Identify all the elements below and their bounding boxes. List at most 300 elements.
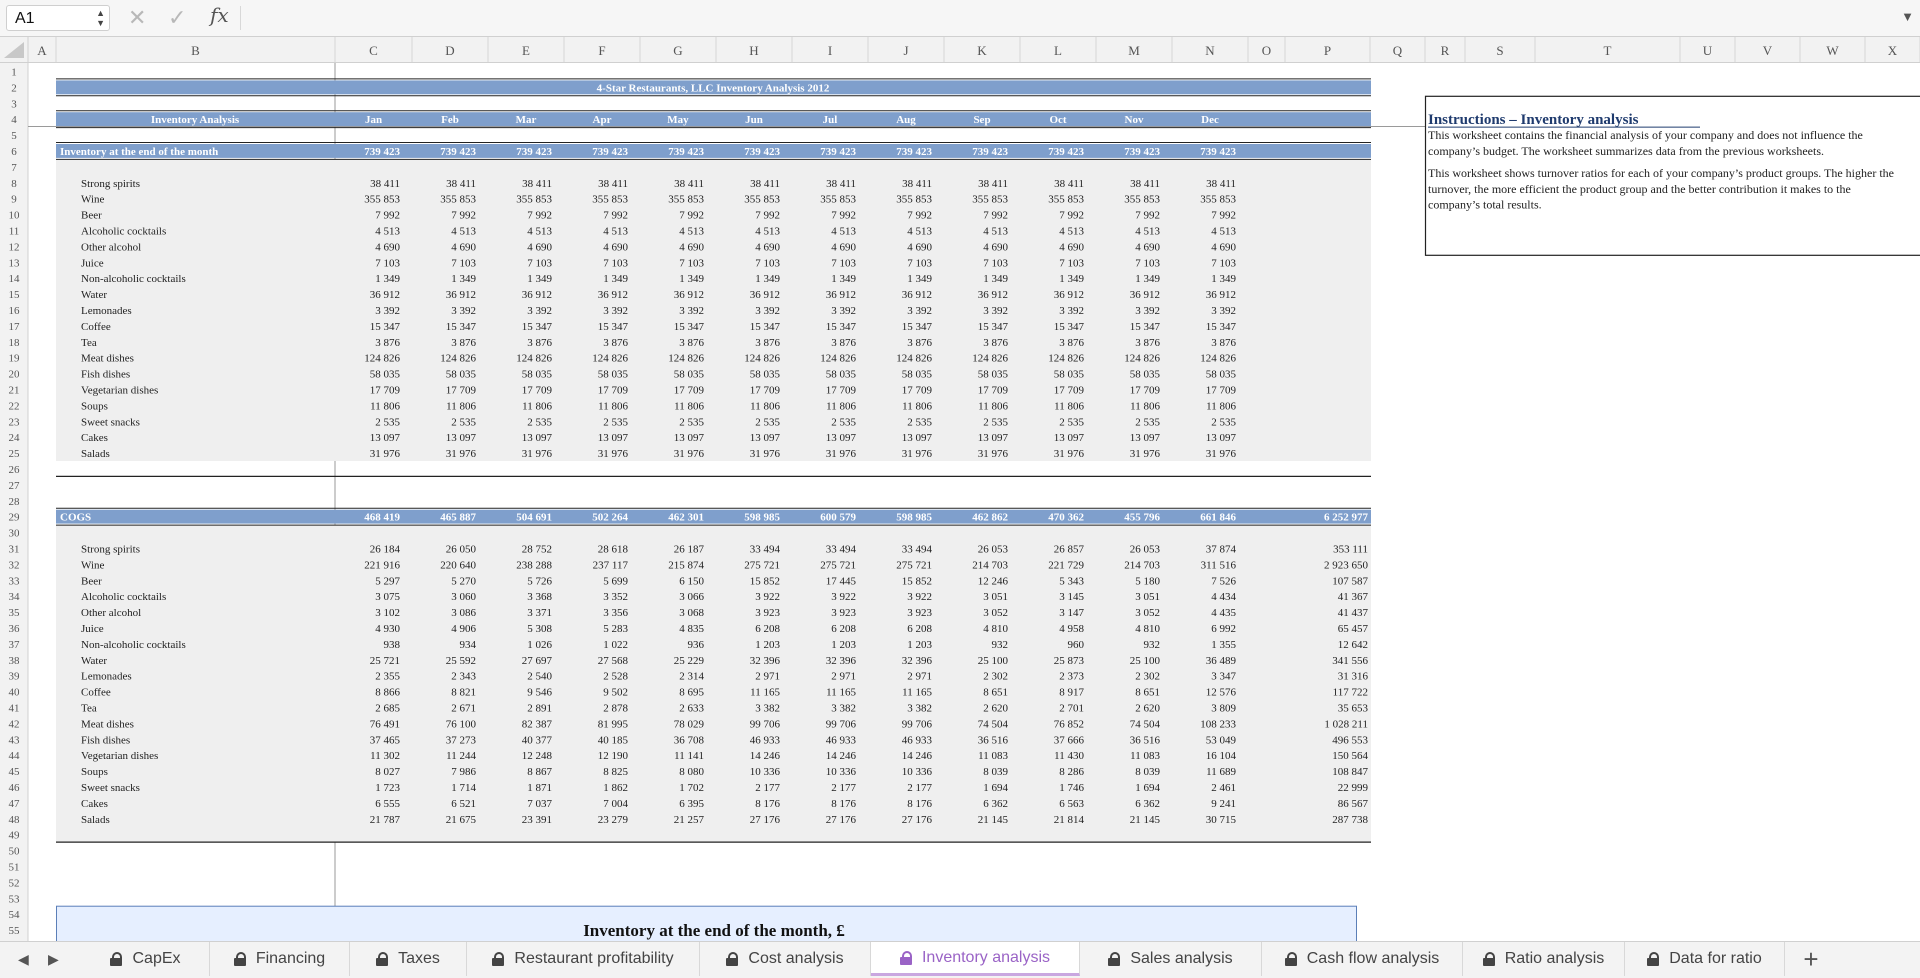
cogs-cell[interactable]: 5 283	[603, 623, 628, 635]
inventory-cell[interactable]: 4 690	[375, 241, 400, 253]
cogs-cell[interactable]: 6 521	[451, 798, 476, 810]
cogs-cell[interactable]: 15 852	[750, 575, 780, 587]
row-number[interactable]: 42	[9, 718, 20, 730]
inventory-cell[interactable]: 31 976	[1130, 448, 1161, 460]
cogs-cell[interactable]: 2 540	[527, 671, 552, 683]
inventory-cell[interactable]: 7 992	[527, 210, 552, 222]
inventory-cell[interactable]: 58 035	[1130, 369, 1161, 381]
inventory-cell[interactable]: 7 103	[831, 257, 856, 269]
cogs-cell[interactable]: 26 184	[370, 543, 401, 555]
inventory-cell[interactable]: 13 097	[598, 432, 629, 444]
row-number[interactable]: 21	[9, 384, 20, 396]
inventory-cell[interactable]: 355 853	[896, 194, 932, 206]
cogs-cell[interactable]: 2 177	[831, 782, 856, 794]
inventory-cell[interactable]: 15 347	[902, 321, 933, 333]
cogs-row-total[interactable]: 2 923 650	[1324, 559, 1369, 571]
inventory-cell[interactable]: 4 513	[1059, 225, 1084, 237]
cogs-cell[interactable]: 3 075	[375, 591, 400, 603]
inventory-cell[interactable]: 58 035	[446, 369, 477, 381]
inventory-cell[interactable]: 11 806	[446, 400, 476, 412]
cogs-cell[interactable]: 10 336	[750, 766, 781, 778]
inventory-cell[interactable]: 355 853	[1200, 194, 1236, 206]
inventory-cell[interactable]: 7 103	[451, 257, 476, 269]
cogs-cell[interactable]: 1 355	[1211, 639, 1236, 651]
inventory-cell[interactable]: 58 035	[750, 369, 781, 381]
row-number[interactable]: 44	[9, 750, 21, 762]
inventory-cell[interactable]: 124 826	[516, 353, 552, 365]
cogs-cell[interactable]: 2 302	[983, 671, 1008, 683]
cogs-cell[interactable]: 8 027	[375, 766, 400, 778]
cogs-cell[interactable]: 3 923	[755, 607, 780, 619]
cogs-cell[interactable]: 46 933	[902, 734, 933, 746]
inventory-cell[interactable]: 2 535	[451, 416, 476, 428]
inventory-cell[interactable]: 124 826	[364, 353, 400, 365]
inventory-cell[interactable]: 11 806	[1054, 400, 1084, 412]
inventory-cell[interactable]: 15 347	[750, 321, 781, 333]
inventory-cell[interactable]: 124 826	[440, 353, 476, 365]
cogs-cell[interactable]: 26 187	[674, 543, 705, 555]
cogs-cell[interactable]: 6 362	[1135, 798, 1160, 810]
row-number[interactable]: 27	[9, 480, 21, 492]
cogs-cell[interactable]: 3 368	[527, 591, 552, 603]
inventory-cell[interactable]: 13 097	[826, 432, 857, 444]
cogs-row-total[interactable]: 65 457	[1338, 623, 1369, 635]
inventory-cell[interactable]: 15 347	[1054, 321, 1085, 333]
cogs-cell[interactable]: 1 723	[375, 782, 400, 794]
inventory-cell[interactable]: 36 912	[1130, 289, 1160, 301]
inventory-cell[interactable]: 7 992	[603, 210, 628, 222]
cogs-cell[interactable]: 4 958	[1059, 623, 1084, 635]
row-number[interactable]: 50	[9, 846, 21, 858]
cogs-cell[interactable]: 21 145	[978, 814, 1009, 826]
inventory-cell[interactable]: 7 992	[831, 210, 856, 222]
cogs-cell[interactable]: 4 835	[679, 623, 704, 635]
inventory-cell[interactable]: 4 690	[907, 241, 932, 253]
inventory-cell[interactable]: 38 411	[902, 178, 932, 190]
inventory-cell[interactable]: 36 912	[522, 289, 552, 301]
row-number[interactable]: 3	[11, 98, 17, 110]
inventory-cell[interactable]: 38 411	[978, 178, 1008, 190]
sheet-tab-inventory-analysis[interactable]	[871, 942, 1080, 976]
cogs-cell[interactable]: 14 246	[826, 750, 857, 762]
cogs-cell[interactable]: 21 787	[370, 814, 401, 826]
cogs-cell[interactable]: 11 302	[370, 750, 400, 762]
cogs-cell[interactable]: 8 917	[1059, 687, 1084, 699]
column-header-b[interactable]: B	[191, 43, 200, 58]
inventory-cell[interactable]: 4 513	[831, 225, 856, 237]
inventory-cell[interactable]: 1 349	[831, 273, 856, 285]
inventory-cell[interactable]: 7 992	[375, 210, 400, 222]
cogs-cell[interactable]: 12 576	[1206, 687, 1237, 699]
inventory-cell[interactable]: 31 976	[370, 448, 401, 460]
inventory-cell[interactable]: 124 826	[972, 353, 1008, 365]
cogs-cell[interactable]: 2 314	[679, 671, 704, 683]
inventory-cell[interactable]: 36 912	[370, 289, 400, 301]
cogs-cell[interactable]: 7 004	[603, 798, 628, 810]
inventory-cell[interactable]: 2 535	[603, 416, 628, 428]
inventory-cell[interactable]: 7 992	[1059, 210, 1084, 222]
row-number[interactable]: 45	[9, 766, 21, 778]
row-number[interactable]: 23	[9, 416, 21, 428]
sheet-tab-ratio-analysis[interactable]	[1463, 942, 1625, 976]
cogs-cell[interactable]: 21 145	[1130, 814, 1161, 826]
inventory-cell[interactable]: 38 411	[674, 178, 704, 190]
cogs-cell[interactable]: 99 706	[902, 718, 933, 730]
row-number[interactable]: 22	[9, 400, 20, 412]
inventory-cell[interactable]: 3 876	[1211, 337, 1236, 349]
cogs-row-total[interactable]: 12 642	[1338, 639, 1368, 651]
cogs-cell[interactable]: 3 922	[831, 591, 856, 603]
inventory-cell[interactable]: 13 097	[902, 432, 933, 444]
inventory-cell[interactable]: 7 103	[375, 257, 400, 269]
cogs-cell[interactable]: 11 165	[826, 687, 856, 699]
row-number[interactable]: 38	[9, 655, 21, 667]
cogs-cell[interactable]: 12 190	[598, 750, 629, 762]
cogs-cell[interactable]: 33 494	[826, 543, 857, 555]
row-number[interactable]: 47	[9, 798, 21, 810]
cogs-cell[interactable]: 10 336	[902, 766, 933, 778]
row-number[interactable]: 39	[9, 671, 21, 683]
prev-sheet-icon[interactable]: ◀	[18, 951, 29, 968]
cogs-cell[interactable]: 25 592	[446, 655, 476, 667]
inventory-cell[interactable]: 17 709	[370, 384, 401, 396]
row-number[interactable]: 4	[11, 114, 17, 126]
cogs-cell[interactable]: 1 203	[907, 639, 932, 651]
cogs-cell[interactable]: 28 618	[598, 543, 629, 555]
cogs-cell[interactable]: 1 026	[527, 639, 552, 651]
cogs-cell[interactable]: 11 165	[750, 687, 780, 699]
inventory-cell[interactable]: 3 392	[907, 305, 932, 317]
cogs-cell[interactable]: 214 703	[1124, 559, 1160, 571]
cogs-cell[interactable]: 3 060	[451, 591, 476, 603]
inventory-cell[interactable]: 7 103	[527, 257, 552, 269]
inventory-cell[interactable]: 1 349	[1211, 273, 1236, 285]
inventory-cell[interactable]: 7 992	[755, 210, 780, 222]
column-header-x[interactable]: X	[1888, 43, 1898, 58]
cogs-cell[interactable]: 8 039	[1135, 766, 1160, 778]
cogs-cell[interactable]: 8 821	[451, 687, 476, 699]
column-header-t[interactable]: T	[1604, 43, 1612, 58]
inventory-cell[interactable]: 124 826	[592, 353, 628, 365]
cogs-cell[interactable]: 221 916	[364, 559, 400, 571]
cogs-cell[interactable]: 3 102	[375, 607, 400, 619]
cogs-cell[interactable]: 17 445	[826, 575, 857, 587]
inventory-cell[interactable]: 2 535	[755, 416, 780, 428]
inventory-cell[interactable]: 11 806	[978, 400, 1008, 412]
inventory-cell[interactable]: 7 103	[679, 257, 704, 269]
inventory-cell[interactable]: 13 097	[750, 432, 781, 444]
cogs-cell[interactable]: 36 708	[674, 734, 705, 746]
cogs-cell[interactable]: 23 279	[598, 814, 629, 826]
cogs-cell[interactable]: 2 971	[831, 671, 856, 683]
cogs-cell[interactable]: 6 362	[983, 798, 1008, 810]
inventory-cell[interactable]: 4 690	[983, 241, 1008, 253]
inventory-cell[interactable]: 7 992	[451, 210, 476, 222]
row-number[interactable]: 12	[9, 241, 20, 253]
inventory-cell[interactable]: 3 392	[1211, 305, 1236, 317]
cogs-cell[interactable]: 2 620	[983, 702, 1008, 714]
cogs-cell[interactable]: 36 516	[1130, 734, 1161, 746]
inventory-cell[interactable]: 31 976	[1206, 448, 1237, 460]
cogs-cell[interactable]: 9 546	[527, 687, 552, 699]
inventory-cell[interactable]: 7 103	[1211, 257, 1236, 269]
cancel-icon[interactable]: ✕	[128, 4, 146, 32]
cogs-cell[interactable]: 3 382	[907, 702, 932, 714]
cogs-cell[interactable]: 2 671	[451, 702, 476, 714]
inventory-cell[interactable]: 11 806	[370, 400, 400, 412]
column-header-r[interactable]: R	[1441, 43, 1450, 58]
inventory-cell[interactable]: 3 876	[907, 337, 932, 349]
inventory-cell[interactable]: 2 535	[907, 416, 932, 428]
inventory-cell[interactable]: 2 535	[527, 416, 552, 428]
row-number[interactable]: 26	[9, 464, 21, 476]
inventory-cell[interactable]: 11 806	[674, 400, 704, 412]
cogs-cell[interactable]: 25 100	[1130, 655, 1161, 667]
cogs-cell[interactable]: 3 051	[983, 591, 1008, 603]
cogs-cell[interactable]: 6 992	[1211, 623, 1236, 635]
sheet-tab-data-for-ratio[interactable]	[1625, 942, 1785, 976]
cogs-row-total[interactable]: 496 553	[1332, 734, 1368, 746]
cogs-cell[interactable]: 53 049	[1206, 734, 1237, 746]
cogs-row-total[interactable]: 287 738	[1332, 814, 1368, 826]
inventory-cell[interactable]: 1 349	[527, 273, 552, 285]
inventory-cell[interactable]: 1 349	[907, 273, 932, 285]
inventory-cell[interactable]: 17 709	[446, 384, 477, 396]
cogs-cell[interactable]: 3 145	[1059, 591, 1084, 603]
inventory-cell[interactable]: 355 853	[364, 194, 400, 206]
cogs-cell[interactable]: 2 620	[1135, 702, 1160, 714]
inventory-cell[interactable]: 355 853	[820, 194, 856, 206]
cogs-cell[interactable]: 26 857	[1054, 543, 1085, 555]
inventory-cell[interactable]: 31 976	[522, 448, 553, 460]
inventory-cell[interactable]: 1 349	[1059, 273, 1084, 285]
inventory-cell[interactable]: 38 411	[750, 178, 780, 190]
inventory-cell[interactable]: 3 392	[1135, 305, 1160, 317]
inventory-cell[interactable]: 15 347	[826, 321, 857, 333]
sheet-tab-cash-flow-analysis[interactable]	[1262, 942, 1463, 976]
inventory-cell[interactable]: 17 709	[522, 384, 553, 396]
inventory-cell[interactable]: 17 709	[1206, 384, 1237, 396]
inventory-cell[interactable]: 38 411	[446, 178, 476, 190]
inventory-cell[interactable]: 4 690	[831, 241, 856, 253]
cogs-cell[interactable]: 11 689	[1206, 766, 1236, 778]
cogs-cell[interactable]: 1 702	[679, 782, 704, 794]
row-number[interactable]: 8	[11, 178, 17, 190]
row-number[interactable]: 6	[11, 146, 17, 158]
cogs-cell[interactable]: 5 297	[375, 575, 400, 587]
row-number[interactable]: 11	[9, 225, 20, 237]
inventory-cell[interactable]: 17 709	[978, 384, 1009, 396]
cogs-cell[interactable]: 21 257	[674, 814, 705, 826]
inventory-cell[interactable]: 4 690	[755, 241, 780, 253]
row-number[interactable]: 14	[9, 273, 21, 285]
cogs-cell[interactable]: 25 229	[674, 655, 705, 667]
cogs-cell[interactable]: 78 029	[674, 718, 705, 730]
inventory-cell[interactable]: 17 709	[826, 384, 857, 396]
cogs-cell[interactable]: 3 923	[831, 607, 856, 619]
inventory-cell[interactable]: 13 097	[674, 432, 705, 444]
cogs-cell[interactable]: 14 246	[750, 750, 781, 762]
inventory-cell[interactable]: 4 690	[1059, 241, 1084, 253]
inventory-cell[interactable]: 15 347	[1206, 321, 1237, 333]
column-header-k[interactable]: K	[977, 43, 987, 58]
inventory-cell[interactable]: 17 709	[598, 384, 629, 396]
inventory-cell[interactable]: 36 912	[826, 289, 856, 301]
inventory-cell[interactable]: 124 826	[744, 353, 780, 365]
cogs-cell[interactable]: 11 165	[902, 687, 932, 699]
cogs-cell[interactable]: 8 176	[755, 798, 780, 810]
cogs-cell[interactable]: 3 066	[679, 591, 704, 603]
cogs-row-total[interactable]: 41 367	[1338, 591, 1369, 603]
inventory-cell[interactable]: 355 853	[516, 194, 552, 206]
cogs-cell[interactable]: 37 666	[1054, 734, 1085, 746]
cogs-cell[interactable]: 1 746	[1059, 782, 1084, 794]
sheet-tab-financing[interactable]	[210, 942, 350, 976]
inventory-cell[interactable]: 38 411	[1206, 178, 1236, 190]
cogs-row-total[interactable]: 107 587	[1332, 575, 1368, 587]
cogs-cell[interactable]: 3 922	[907, 591, 932, 603]
inventory-cell[interactable]: 11 806	[1206, 400, 1236, 412]
inventory-cell[interactable]: 15 347	[1130, 321, 1161, 333]
sheet-tab-restaurant-profitability[interactable]	[467, 942, 700, 976]
inventory-cell[interactable]: 31 976	[978, 448, 1009, 460]
inventory-cell[interactable]: 355 853	[668, 194, 704, 206]
cogs-row-total[interactable]: 35 653	[1338, 702, 1369, 714]
cogs-cell[interactable]: 74 504	[1130, 718, 1161, 730]
cogs-cell[interactable]: 4 434	[1211, 591, 1236, 603]
inventory-cell[interactable]: 36 912	[750, 289, 780, 301]
inventory-cell[interactable]: 3 392	[1059, 305, 1084, 317]
cogs-cell[interactable]: 214 703	[972, 559, 1008, 571]
cogs-cell[interactable]: 2 177	[907, 782, 932, 794]
cogs-cell[interactable]: 8 825	[603, 766, 628, 778]
column-header-c[interactable]: C	[369, 43, 378, 58]
cogs-cell[interactable]: 3 356	[603, 607, 628, 619]
cogs-row-total[interactable]: 150 564	[1332, 750, 1368, 762]
inventory-cell[interactable]: 4 690	[451, 241, 476, 253]
expand-formula-icon[interactable]: ▼	[1901, 9, 1914, 24]
inventory-cell[interactable]: 58 035	[826, 369, 857, 381]
column-header-p[interactable]: P	[1324, 43, 1331, 58]
inventory-cell[interactable]: 3 392	[603, 305, 628, 317]
cogs-cell[interactable]: 2 878	[603, 702, 628, 714]
cogs-cell[interactable]: 238 288	[516, 559, 552, 571]
inventory-cell[interactable]: 31 976	[826, 448, 857, 460]
inventory-cell[interactable]: 4 513	[983, 225, 1008, 237]
inventory-cell[interactable]: 4 690	[603, 241, 628, 253]
row-number[interactable]: 24	[9, 432, 21, 444]
inventory-cell[interactable]: 124 826	[896, 353, 932, 365]
column-header-m[interactable]: M	[1128, 43, 1140, 58]
inventory-cell[interactable]: 4 513	[603, 225, 628, 237]
inventory-cell[interactable]: 15 347	[598, 321, 629, 333]
stepper-arrows-icon[interactable]: ▲ ▼	[96, 8, 105, 28]
inventory-cell[interactable]: 17 709	[1054, 384, 1085, 396]
cogs-cell[interactable]: 934	[460, 639, 477, 651]
inventory-cell[interactable]: 15 347	[522, 321, 553, 333]
cogs-cell[interactable]: 11 244	[446, 750, 476, 762]
row-number[interactable]: 54	[9, 909, 21, 921]
inventory-cell[interactable]: 11 806	[522, 400, 552, 412]
cogs-cell[interactable]: 221 729	[1048, 559, 1084, 571]
inventory-cell[interactable]: 3 392	[831, 305, 856, 317]
cogs-cell[interactable]: 3 051	[1135, 591, 1160, 603]
row-number[interactable]: 10	[9, 210, 21, 222]
inventory-cell[interactable]: 11 806	[1130, 400, 1160, 412]
formula-input[interactable]	[250, 8, 1850, 28]
cogs-cell[interactable]: 11 141	[674, 750, 704, 762]
row-number[interactable]: 25	[9, 448, 21, 460]
cogs-cell[interactable]: 215 874	[668, 559, 704, 571]
cogs-cell[interactable]: 108 233	[1200, 718, 1236, 730]
cogs-cell[interactable]: 3 347	[1211, 671, 1236, 683]
cogs-cell[interactable]: 7 986	[451, 766, 476, 778]
inventory-cell[interactable]: 4 513	[755, 225, 780, 237]
column-header-i[interactable]: I	[828, 43, 832, 58]
inventory-cell[interactable]: 13 097	[1206, 432, 1237, 444]
inventory-cell[interactable]: 38 411	[370, 178, 400, 190]
cogs-cell[interactable]: 4 930	[375, 623, 400, 635]
inventory-cell[interactable]: 17 709	[750, 384, 781, 396]
column-header-v[interactable]: V	[1763, 43, 1773, 58]
inventory-cell[interactable]: 36 912	[902, 289, 932, 301]
inventory-cell[interactable]: 1 349	[755, 273, 780, 285]
inventory-cell[interactable]: 36 912	[1054, 289, 1084, 301]
sheet-tab-cost-analysis[interactable]	[700, 942, 871, 976]
inventory-cell[interactable]: 11 806	[750, 400, 780, 412]
inventory-cell[interactable]: 2 535	[1135, 416, 1160, 428]
cogs-cell[interactable]: 3 923	[907, 607, 932, 619]
inventory-cell[interactable]: 3 392	[983, 305, 1008, 317]
cogs-cell[interactable]: 2 701	[1059, 702, 1084, 714]
inventory-cell[interactable]: 7 103	[603, 257, 628, 269]
cogs-cell[interactable]: 8 286	[1059, 766, 1084, 778]
row-number[interactable]: 35	[9, 607, 21, 619]
column-header-d[interactable]: D	[445, 43, 454, 58]
row-number[interactable]: 32	[9, 559, 20, 571]
cogs-cell[interactable]: 6 208	[907, 623, 932, 635]
cogs-cell[interactable]: 1 714	[451, 782, 476, 794]
inventory-cell[interactable]: 58 035	[978, 369, 1009, 381]
cogs-cell[interactable]: 8 080	[679, 766, 704, 778]
column-header-j[interactable]: J	[903, 43, 908, 58]
inventory-cell[interactable]: 2 535	[375, 416, 400, 428]
cogs-cell[interactable]: 27 176	[902, 814, 933, 826]
inventory-cell[interactable]: 11 806	[902, 400, 932, 412]
cogs-row-total[interactable]: 353 111	[1333, 543, 1368, 555]
cogs-cell[interactable]: 74 504	[978, 718, 1009, 730]
inventory-cell[interactable]: 3 392	[375, 305, 400, 317]
inventory-cell[interactable]: 355 853	[1048, 194, 1084, 206]
inventory-cell[interactable]: 2 535	[1211, 416, 1236, 428]
cogs-cell[interactable]: 23 391	[522, 814, 552, 826]
cogs-cell[interactable]: 3 052	[983, 607, 1008, 619]
inventory-cell[interactable]: 2 535	[679, 416, 704, 428]
inventory-cell[interactable]: 7 992	[1135, 210, 1160, 222]
inventory-cell[interactable]: 355 853	[592, 194, 628, 206]
row-number[interactable]: 7	[11, 162, 17, 174]
inventory-cell[interactable]: 4 513	[1211, 225, 1236, 237]
inventory-cell[interactable]: 3 876	[375, 337, 400, 349]
cogs-cell[interactable]: 8 866	[375, 687, 400, 699]
inventory-cell[interactable]: 124 826	[668, 353, 704, 365]
inventory-cell[interactable]: 3 876	[451, 337, 476, 349]
inventory-cell[interactable]: 4 513	[679, 225, 704, 237]
cogs-cell[interactable]: 311 516	[1201, 559, 1237, 571]
inventory-cell[interactable]: 3 392	[527, 305, 552, 317]
cogs-cell[interactable]: 4 810	[1135, 623, 1160, 635]
cogs-cell[interactable]: 6 555	[375, 798, 400, 810]
